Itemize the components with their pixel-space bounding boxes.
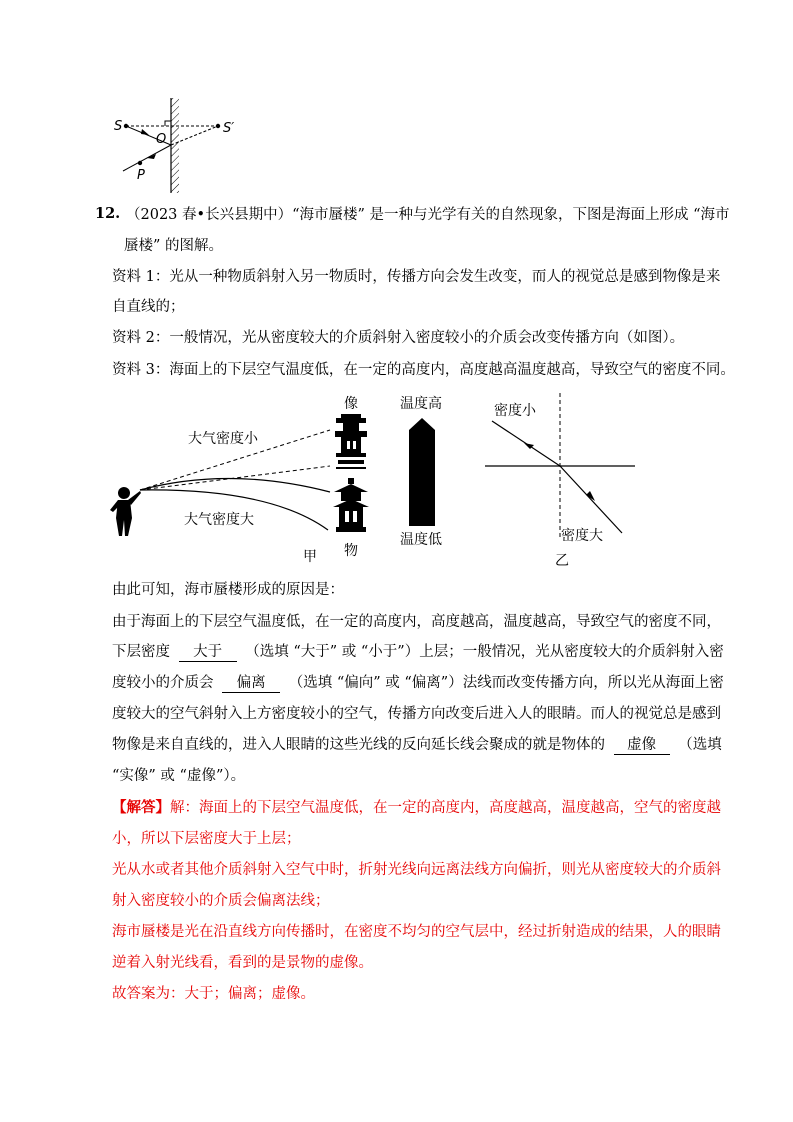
mirror-hatch	[171, 98, 179, 193]
image-pagoda-icon	[335, 414, 367, 469]
body-line2-a: 下层密度	[112, 644, 170, 660]
label-o: O	[156, 132, 167, 147]
material1-line2: 自直线的；	[112, 299, 185, 315]
point-s-prime	[216, 124, 220, 128]
body-line2	[112, 642, 724, 662]
mirror-diagram	[105, 95, 255, 195]
conclusion: 由此可知，海市蜃楼形成的原因是：	[112, 582, 344, 598]
label-density-small: 密度小	[494, 403, 536, 419]
label-temp-low: 温度低	[400, 532, 442, 548]
solution-line5: 海市蜃楼是光在沿直线方向传播时，在密度不均匀的空气层中，经过折射造成的结果，人的眼睛	[112, 924, 721, 940]
label-p: P	[137, 168, 145, 183]
object-pagoda-icon	[333, 478, 369, 532]
solution-line1-rest: 解：海面上的下层空气温度低，在一定的高度内，高度越高，温度越高，空气的密度越	[170, 800, 721, 816]
label-image: 像	[344, 396, 358, 412]
body-line1: 由于海面上的下层空气温度低，在一定的高度内，高度越高，温度越高，导致空气的密度不同，	[112, 614, 721, 630]
body-line5-a: 物像是来自直线的，进入人眼睛的这些光线的反向延长线会聚成的就是物体的	[112, 737, 605, 753]
label-temp-high: 温度高	[400, 396, 442, 412]
solution-line6: 逆着入射光线看，看到的是景物的虚像。	[112, 955, 373, 971]
solution-line3: 光从水或者其他介质斜射入空气中时，折射光线向远离法线方向偏折，则光从密度较大的介质斜	[112, 862, 721, 878]
solution-line4: 射入密度较小的介质会偏离法线；	[112, 893, 330, 909]
body-line3-a: 度较小的介质会	[112, 675, 214, 691]
caption-yi: 乙	[555, 553, 569, 569]
solution-tag: 【解答】	[112, 799, 170, 816]
label-s-prime: S′	[223, 121, 235, 136]
answer-blank-3: 虚像	[614, 736, 670, 755]
caption-jia: 甲	[303, 549, 317, 565]
observer-figure	[110, 487, 141, 536]
label-density-large: 密度大	[561, 528, 603, 544]
label-density-low-air: 大气密度小	[188, 431, 258, 447]
material1-line1: 资料 1：光从一种物质斜射入另一物质时，传播方向会发生改变，而人的视觉总是感到物像是来	[112, 269, 721, 285]
body-line5-b: （选填	[678, 737, 722, 753]
body-line5	[112, 735, 722, 755]
body-line4: 度较大的空气斜射入上方密度较小的空气，传播方向改变后进入人的眼睛。而人的视觉总是感到	[112, 706, 721, 722]
answer-blank-2: 偏离	[222, 674, 280, 693]
point-s	[124, 124, 128, 128]
mirage-diagram	[100, 388, 660, 570]
label-object: 物	[344, 543, 358, 559]
question-number: 12.	[95, 205, 121, 222]
solution-final: 故答案为：大于；偏离；虚像。	[112, 986, 315, 1002]
body-line3-b: （选填 “偏向” 或 “偏离”）法线而改变传播方向，所以光从海面上密	[288, 675, 724, 691]
question-intro-line1: （2023 春•长兴县期中）“海市蜃楼” 是一种与光学有关的自然现象，下图是海面上形成 “海市	[126, 207, 730, 223]
material2: 资料 2：一般情况，光从密度较大的介质斜射入密度较小的介质会改变传播方向（如图）。	[112, 330, 685, 346]
point-p	[138, 161, 142, 165]
incident-ray-lower	[560, 466, 622, 533]
question-intro-line2: 蜃楼” 的图解。	[124, 238, 224, 254]
solution-line1	[112, 798, 721, 818]
solution-line2: 小，所以下层密度大于上层；	[112, 831, 301, 847]
label-s: S	[114, 119, 123, 134]
body-line2-b: （选填 “大于” 或 “小于”）上层；一般情况，光从密度较大的介质斜射入密	[245, 644, 724, 660]
body-line6: “实像” 或 “虚像”）。	[112, 768, 246, 784]
answer-blank-1: 大于	[179, 643, 237, 662]
temperature-arrow	[409, 418, 435, 526]
material3: 资料 3：海面上的下层空气温度低，在一定的高度内，高度越高温度越高，导致空气的密度不同。	[112, 362, 735, 378]
label-density-high-air: 大气密度大	[184, 512, 254, 528]
body-line3	[112, 673, 724, 693]
